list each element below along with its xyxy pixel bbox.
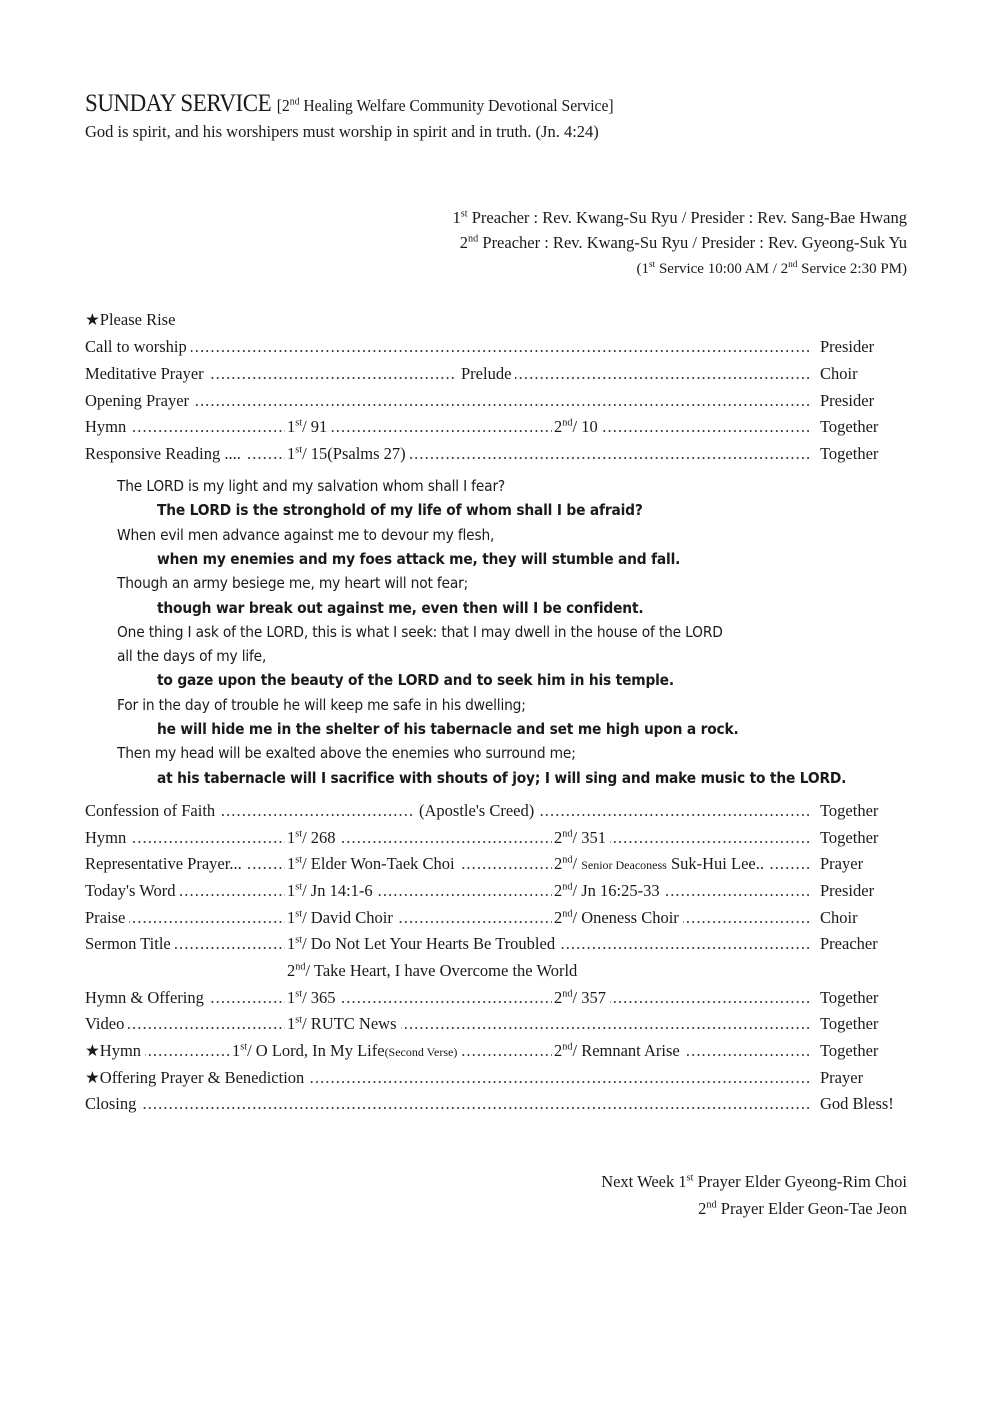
first-service	[230, 1039, 461, 1064]
ord: 1	[287, 854, 296, 873]
item-who: Presider	[816, 335, 874, 359]
order-row-hymn-3	[85, 1039, 905, 1063]
sep: /	[302, 934, 311, 953]
item-label: Today's Word	[85, 879, 179, 903]
item-label: ★Offering Prayer & Benediction	[85, 1066, 308, 1090]
time-a-sup: st	[649, 260, 656, 270]
sep: /	[572, 1041, 582, 1060]
item-who: Together	[816, 1039, 878, 1063]
leader-dots	[85, 826, 810, 850]
first-value: O Lord, In My Life	[255, 1041, 385, 1060]
please-rise-label: ★Please Rise	[85, 308, 179, 332]
ord-sup: st	[295, 828, 303, 840]
ord: 1	[287, 417, 296, 436]
second-value: Oneness Choir	[581, 908, 679, 927]
ord: 1	[287, 934, 296, 953]
second-value: 351	[581, 828, 606, 847]
reading-line-people: The LORD is the stronghold of my life of whom shall I be afraid?	[157, 501, 643, 520]
item-who: Choir	[816, 362, 858, 386]
item-who: Together	[816, 986, 878, 1010]
second-value: Jn 16:25-33	[581, 881, 660, 900]
page-title	[85, 90, 614, 118]
order-row-confession	[85, 799, 905, 823]
first-value: 15(Psalms 27)	[310, 444, 406, 463]
order-row-hymn-1	[85, 415, 905, 439]
ord: 2	[459, 233, 469, 252]
reading-line-leader: all the days of my life,	[117, 647, 267, 666]
ord-sup: st	[295, 908, 303, 920]
service-times	[637, 261, 907, 278]
item-who: Presider	[816, 879, 874, 903]
order-row-praise	[85, 906, 905, 930]
first-value: 268	[310, 828, 336, 847]
item-who: Together	[816, 826, 878, 850]
item-label: Responsive Reading ....	[85, 442, 245, 466]
ord: 2	[287, 961, 296, 980]
second-service	[552, 826, 610, 850]
item-label: Closing	[85, 1092, 140, 1116]
ord-sup: nd	[562, 908, 573, 920]
ord: 2	[554, 881, 563, 900]
item-label: Hymn	[85, 415, 130, 439]
ord: 1	[287, 988, 296, 1007]
ord-sup: nd	[295, 961, 306, 973]
order-row-responsive-reading	[85, 442, 905, 466]
first-service	[285, 442, 410, 466]
reading-line-people: he will hide me in the shelter of his tabernacle and set me high upon a rock.	[157, 720, 739, 738]
ord: 1	[287, 908, 296, 927]
first-service	[285, 906, 397, 930]
subtitle-sup: nd	[289, 96, 300, 108]
ord-sup: st	[295, 444, 303, 456]
item-label: Video	[85, 1012, 128, 1036]
second-value: Remnant Arise	[581, 1041, 680, 1060]
order-row-hymn-2	[85, 826, 905, 850]
reading-line-people: when my enemies and my foes attack me, they will stumble and fall.	[157, 549, 681, 568]
ord: 2	[554, 828, 563, 847]
ord: 1	[452, 208, 461, 227]
preacher-text: Preacher : Rev. Kwang-Su Ryu / Presider : Rev. Sang-Bae Hwang	[467, 208, 907, 227]
first-note: (Second Verse)	[384, 1045, 458, 1059]
ord-sup: nd	[468, 233, 479, 245]
sep: /	[302, 854, 311, 873]
order-row-meditative-prayer	[85, 362, 905, 386]
time-a: (1	[636, 261, 650, 277]
ord: 2	[554, 854, 563, 873]
second-value: Suk-Hui Lee..	[666, 854, 764, 873]
ord-sup: nd	[562, 854, 573, 866]
sep: /	[305, 961, 314, 980]
item-label: ★Hymn	[85, 1039, 145, 1063]
second-service	[552, 415, 602, 439]
order-row-offering-prayer	[85, 1066, 905, 1090]
order-row-todays-word	[85, 879, 905, 903]
sep: /	[302, 1014, 311, 1033]
ord: 2	[554, 908, 563, 927]
order-row-representative-prayer	[85, 852, 905, 876]
ord-sup: nd	[562, 988, 573, 1000]
time-c: Service 2:30 PM)	[797, 261, 907, 277]
ord-sup: st	[686, 1172, 694, 1184]
first-value: 91	[310, 417, 328, 436]
first-service	[285, 932, 559, 956]
first-service	[285, 826, 340, 850]
leader-dots	[85, 1012, 810, 1036]
item-label: Sermon Title	[85, 932, 175, 956]
please-rise	[85, 308, 905, 332]
sep: /	[572, 908, 582, 927]
ord-sup: st	[295, 934, 303, 946]
item-who: Preacher	[816, 932, 878, 956]
sep: /	[572, 417, 582, 436]
first-value: 365	[310, 988, 336, 1007]
ord-sup: st	[295, 881, 303, 893]
reading-line-leader: The LORD is my light and my salvation whom shall I fear?	[117, 477, 506, 495]
sep: /	[302, 828, 311, 847]
ord-sup: st	[295, 417, 303, 429]
sep: /	[572, 988, 582, 1007]
preacher-line-2	[460, 233, 907, 253]
order-row-sermon-title-2	[85, 959, 905, 983]
reading-line-people: to gaze upon the beauty of the LORD and to seek him in his temple.	[157, 671, 674, 690]
leader-dots	[85, 879, 810, 903]
order-row-closing	[85, 1092, 905, 1116]
item-who: Together	[816, 415, 878, 439]
ord: 2	[554, 417, 563, 436]
first-service	[285, 879, 377, 903]
sep: /	[572, 881, 582, 900]
first-service	[285, 852, 459, 876]
sep: /	[302, 908, 311, 927]
ord: 1	[232, 1041, 241, 1060]
leader-dots	[85, 335, 810, 359]
item-label: Representative Prayer...	[85, 852, 246, 876]
item-label: Call to worship	[85, 335, 191, 359]
reading-line-leader: One thing I ask of the LORD, this is what I seek: that I may dwell in the house of the LORD	[117, 622, 723, 641]
second-service	[552, 986, 610, 1010]
scripture-motto: God is spirit, and his worshipers must worship in spirit and in truth. (Jn. 4:24)	[85, 122, 599, 141]
item-who: Prayer	[816, 1066, 863, 1090]
item-label: Hymn	[85, 826, 130, 850]
ord: 2	[554, 1041, 563, 1060]
subtitle-pre: [2	[276, 96, 290, 115]
reading-line-leader: Though an army besiege me, my heart will not fear;	[117, 574, 469, 593]
service-subtitle	[277, 96, 614, 115]
order-row-hymn-offering	[85, 986, 905, 1010]
ord: 1	[287, 828, 296, 847]
second-value: Take Heart, I have Overcome the World	[313, 961, 578, 980]
order-row-call-to-worship	[85, 335, 905, 359]
second-service	[552, 906, 683, 930]
first-service	[285, 415, 331, 439]
next-week-pre: 2	[698, 1199, 707, 1218]
item-who: Prayer	[816, 852, 863, 876]
item-label: Confession of Faith	[85, 799, 219, 823]
ord-sup: nd	[562, 417, 573, 429]
first-value: David Choir	[310, 908, 393, 927]
item-label: Meditative Prayer	[85, 362, 208, 386]
ord-sup: st	[295, 988, 303, 1000]
next-week-text: Prayer Elder Geon-Tae Jeon	[716, 1199, 907, 1218]
next-week-text: Prayer Elder Gyeong-Rim Choi	[693, 1172, 907, 1191]
second-service	[552, 1039, 684, 1063]
title-text: SUNDAY SERVICE	[85, 90, 272, 117]
second-service	[285, 959, 581, 983]
time-b: Service 10:00 AM / 2	[655, 261, 789, 277]
ord-sup: nd	[706, 1199, 717, 1211]
preacher-text: Preacher : Rev. Kwang-Su Ryu / Presider : Rev. Gyeong-Suk Yu	[478, 233, 907, 252]
second-service	[552, 879, 664, 903]
reading-line-people: at his tabernacle will I sacrifice with shouts of joy; I will sing and make music to the LORD.	[157, 768, 847, 787]
item-who: Presider	[816, 389, 874, 413]
second-title: Senior Deaconess	[581, 858, 667, 872]
ord: 2	[554, 988, 563, 1007]
sep: /	[302, 881, 311, 900]
first-value: Jn 14:1-6	[310, 881, 373, 900]
second-value: 357	[581, 988, 606, 1007]
item-label: Praise	[85, 906, 129, 930]
time-b-sup: nd	[788, 260, 798, 270]
item-who: Together	[816, 799, 878, 823]
ord-sup: st	[295, 1014, 303, 1026]
reading-line-leader: For in the day of trouble he will keep me safe in his dwelling;	[117, 695, 526, 714]
next-week-pre: Next Week 1	[601, 1172, 687, 1191]
reading-line-leader: Then my head will be exalted above the enemies who surround me;	[117, 744, 576, 763]
reading-line-people: though war break out against me, even then will I be confident.	[157, 598, 644, 617]
item-who: God Bless!	[816, 1092, 894, 1116]
first-service	[285, 986, 340, 1010]
sep: /	[572, 854, 582, 873]
order-row-sermon-title	[85, 932, 905, 956]
second-service	[552, 852, 768, 877]
next-week-line-2	[698, 1199, 907, 1219]
item-mid: (Apostle's Creed)	[415, 799, 538, 823]
preacher-line-1	[453, 208, 907, 228]
first-value: Elder Won-Taek Choi	[310, 854, 455, 873]
ord-sup: st	[240, 1041, 248, 1053]
leader-dots	[85, 1092, 810, 1116]
ord: 1	[287, 444, 296, 463]
sep: /	[302, 444, 311, 463]
first-value: Do Not Let Your Hearts Be Troubled	[310, 934, 556, 953]
leader-dots	[85, 906, 810, 930]
next-week-line-1	[601, 1172, 907, 1192]
first-value: RUTC News	[310, 1014, 397, 1033]
leader-dots	[85, 389, 810, 413]
item-who: Choir	[816, 906, 858, 930]
ord: 1	[287, 1014, 296, 1033]
reading-line-leader: When evil men advance against me to devour my flesh,	[117, 525, 495, 544]
second-value: 10	[581, 417, 598, 436]
ord-sup: nd	[562, 828, 573, 840]
item-who: Together	[816, 442, 878, 466]
sep: /	[572, 828, 582, 847]
ord-sup: nd	[562, 1041, 573, 1053]
first-service	[285, 1012, 401, 1036]
item-label: Hymn & Offering	[85, 986, 208, 1010]
ord-sup: st	[295, 854, 303, 866]
ord-sup: st	[460, 208, 468, 220]
sep: /	[302, 417, 311, 436]
item-who: Together	[816, 1012, 878, 1036]
order-row-opening-prayer	[85, 389, 905, 413]
item-label: Opening Prayer	[85, 389, 193, 413]
subtitle-post: Healing Welfare Community Devotional Service]	[299, 96, 614, 115]
leader-dots	[85, 415, 810, 439]
sep: /	[247, 1041, 256, 1060]
ord-sup: nd	[562, 881, 573, 893]
item-mid: Prelude	[457, 362, 515, 386]
sep: /	[302, 988, 311, 1007]
ord: 1	[287, 881, 296, 900]
order-row-video	[85, 1012, 905, 1036]
